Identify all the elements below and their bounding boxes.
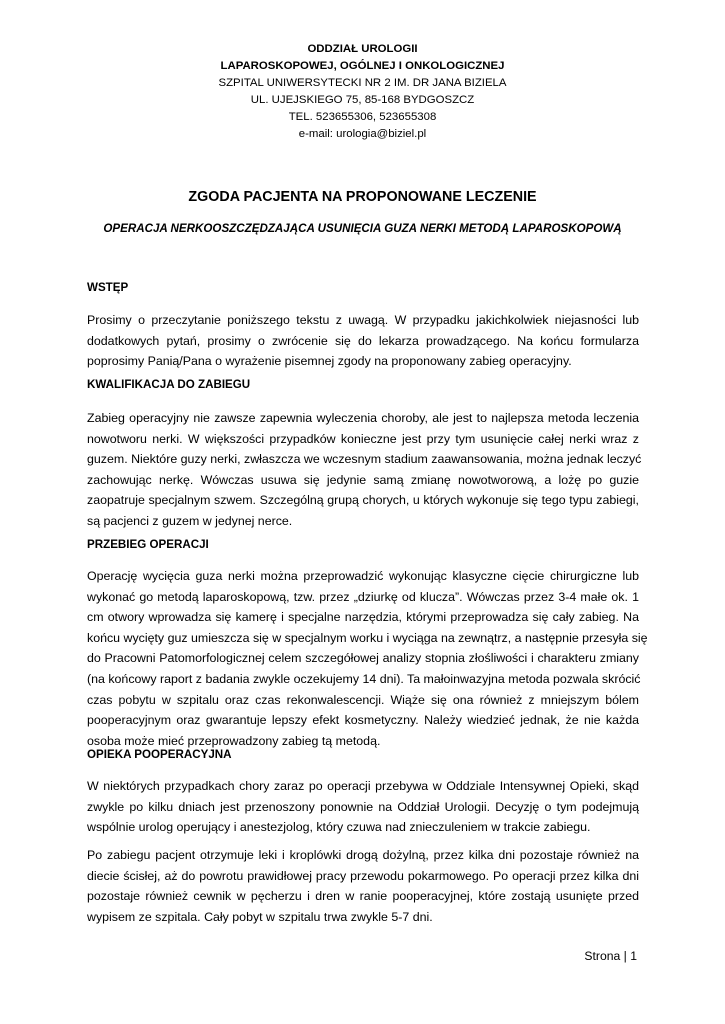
- text-line: pooperacyjnym oraz gwarantuje lepszy efekt kosmetyczny. Należy wiedzieć jednak, że nie każda: [87, 713, 639, 728]
- paragraph-opieka-1: [87, 776, 639, 838]
- text-line: Operację wycięcia guza nerki można przeprowadzić wykonując klasyczne cięcie chirurgiczne lub: [87, 569, 639, 583]
- section-heading-wstep: WSTĘP: [87, 281, 129, 294]
- text-line: cm otwory wprowadza się kamerę i specjalne narzędzia, którymi przeprowadza się cały zabieg. Na: [87, 610, 639, 625]
- text-line: zachowując nerkę. Wówczas usuwa się jedynie samą zmianę nowotworową, a lożę po guzie: [87, 472, 639, 487]
- document-subtitle: OPERACJA NERKOOSZCZĘDZAJĄCA USUNIĘCIA GUZA NERKI METODĄ LAPAROSKOPOWĄ: [103, 222, 622, 235]
- section-heading-opieka: OPIEKA POOPERACYJNA: [87, 748, 232, 761]
- page-number: Strona | 1: [584, 949, 637, 963]
- letterhead-department: ODDZIAŁ UROLOGII: [307, 43, 418, 55]
- text-line: dodatkowych pytań, prosimy o zwrócenie się do lekarza prowadzącego. Na końcu formularza: [87, 333, 639, 348]
- letterhead: [0, 41, 725, 143]
- text-line: Po zabiegu pacjent otrzymuje leki i kroplówki drogą dożylną, przez kilka dni pozostaje również na: [87, 848, 639, 862]
- text-line: wspólnie urolog operujący i anestezjolog, który czuwa nad znieczuleniem w trakcie zabiegu.: [87, 820, 591, 835]
- text-line: guzem. Niektóre guzy nerki, zwłaszcza we wczesnym stadium zaawansowania, można jednak leczyć: [87, 452, 642, 467]
- text-line: osoba może mieć przeprowadzony zabieg tą metodą.: [87, 733, 381, 748]
- document-title: ZGODA PACJENTA NA PROPONOWANE LECZENIE: [188, 189, 537, 205]
- paragraph-wstep: [87, 310, 639, 372]
- letterhead-phone: TEL. 523655306, 523655308: [288, 111, 437, 123]
- text-line: Zabieg operacyjny nie zawsze zapewnia wyleczenia choroby, ale jest to najlepsza metoda leczenia: [87, 411, 639, 425]
- paragraph-opieka-2: [87, 845, 639, 927]
- section-heading-kwalifikacja: KWALIFIKACJA DO ZABIEGU: [87, 378, 251, 391]
- letterhead-hospital: SZPITAL UNIWERSYTECKI NR 2 IM. DR JANA BIZIELA: [218, 77, 507, 89]
- text-line: zaopatruje specjalnym szwem. Szczególną grupą chorych, u których wykonuje się tego typu zabiegi,: [87, 493, 639, 508]
- text-line: (na końcowy raport z badania zwykle oczekujemy 14 dni). Ta małoinwazyjna metoda pozwala skrócić: [87, 671, 641, 686]
- text-line: wykonać go metodą laparoskopową, tzw. przez „dziurkę od klucza”. Wówczas przez 3-4 małe ok. 1: [87, 589, 639, 604]
- text-line: końcu wycięty guz umieszcza się w specjalnym worku i wyciąga na zewnątrz, a następnie przesyła się: [87, 630, 648, 645]
- text-line: poprosimy Panią/Pana o wyrażenie pisemnej zgody na proponowany zabieg operacyjny.: [87, 354, 572, 369]
- paragraph-przebieg: [87, 566, 648, 751]
- text-line: W niektórych przypadkach chory zaraz po operacji przebywa w Oddziale Intensywnej Opieki, skąd: [87, 779, 639, 793]
- text-line: Prosimy o przeczytanie poniższego tekstu z uwagą. W przypadku jakichkolwiek niejasności lub: [87, 313, 639, 327]
- letterhead-address: UL. UJEJSKIEGO 75, 85-168 BYDGOSZCZ: [250, 94, 475, 106]
- text-line: czas pobytu w szpitalu oraz czas rekonwalescencji. Wiąże się ona również z mniejszym bólem: [87, 692, 639, 707]
- text-line: są pacjenci z guzem w jedynej nerce.: [87, 513, 293, 528]
- text-line: do Pracowni Patomorfologicznej celem szczegółowej analizy stopnia złośliwości i charakteru zmiany: [87, 651, 639, 666]
- text-line: zwykle po kilku dniach jest przenoszony ponownie na Oddział Urologii. Decyzję o tym podejmują: [87, 799, 639, 814]
- text-line: nowotworu nerki. W większości przypadków konieczne jest przy tym usunięcie całej nerki wraz z: [87, 431, 639, 446]
- letterhead-department-type: LAPAROSKOPOWEJ, OGÓLNEJ I ONKOLOGICZNEJ: [220, 60, 505, 72]
- section-heading-przebieg: PRZEBIEG OPERACJI: [87, 538, 209, 551]
- text-line: wypisem ze szpitala. Cały pobyt w szpitalu trwa zwykle 5-7 dni.: [87, 909, 433, 924]
- paragraph-kwalifikacja: [87, 408, 642, 532]
- letterhead-email: e-mail: urologia@biziel.pl: [298, 128, 427, 140]
- text-line: diecie ścisłej, aż do powrotu prawidłowej pracy przewodu pokarmowego. Po operacji przez kilka dni: [87, 868, 639, 883]
- text-line: pozostaje również cewnik w pęcherzu i dren w ranie pooperacyjnej, które zostają usunięte przed: [87, 889, 639, 904]
